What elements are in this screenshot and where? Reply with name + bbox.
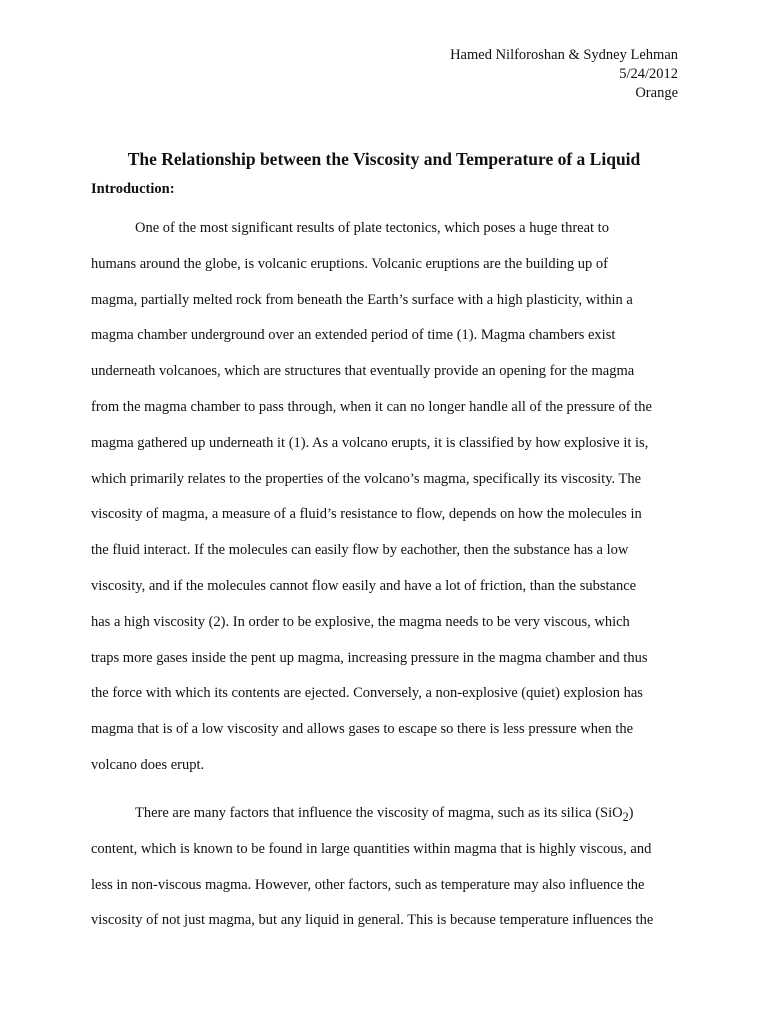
paragraph-line-with-formula [91,796,683,832]
paragraph-line: which primarily relates to the properties of the volcano’s magma, specifically its viscosity. The [91,470,642,487]
group-line: Orange [635,85,678,101]
document-title: The Relationship between the Viscosity and Temperature of a Liquid [127,149,641,169]
paragraph-line: content, which is known to be found in large quantities within magma that is highly viscous, and [91,840,652,857]
line-text: ) [628,805,634,821]
header-block [450,46,678,103]
line-text: There are many factors that influence the viscosity of magma, such as its silica (SiO [135,805,623,821]
paragraph-line: underneath volcanoes, which are structures that eventually provide an opening for the magma [91,363,635,380]
paragraph-line: viscosity of not just magma, but any liquid in general. This is because temperature influences the [91,912,654,929]
silica-subscript: 2 [622,809,629,824]
paragraph-line: One of the most significant results of plate tectonics, which poses a huge threat to [135,220,609,236]
paragraph-2 [91,796,683,939]
section-heading-introduction: Introduction: [91,181,175,197]
paragraph-line: the force with which its contents are ejected. Conversely, a non-explosive (quiet) explosion has [91,685,643,702]
paragraph-line: has a high viscosity (2). In order to be explosive, the magma needs to be very viscous, which [91,613,630,630]
authors-line: Hamed Nilforoshan & Sydney Lehman [450,47,678,63]
paragraph-line: from the magma chamber to pass through, when it can no longer handle all of the pressure of the [91,398,652,415]
paragraph-line: traps more gases inside the pent up magma, increasing pressure in the magma chamber and thus [91,649,648,666]
date-line: 5/24/2012 [619,66,678,82]
paragraph-1 [91,211,683,784]
paragraph-line: the fluid interact. If the molecules can easily flow by eachother, then the substance has a low [91,542,629,559]
paragraph-line: magma chamber underground over an extended period of time (1). Magma chambers exist [91,327,616,344]
paragraph-line: magma gathered up underneath it (1). As a volcano erupts, it is classified by how explosive it is, [91,434,649,451]
paragraph-line: volcano does erupt. [91,756,205,773]
paragraph-line: viscosity of magma, a measure of a fluid’s resistance to flow, depends on how the molecules in [91,506,642,523]
paragraph-line: humans around the globe, is volcanic eruptions. Volcanic eruptions are the building up of [91,255,608,272]
paragraph-line: magma that is of a low viscosity and allows gases to escape so there is less pressure when the [91,721,634,738]
paragraph-line: magma, partially melted rock from beneath the Earth’s surface with a high plasticity, within a [91,291,633,308]
paragraph-line: viscosity, and if the molecules cannot flow easily and have a lot of friction, than the substance [91,577,637,594]
paragraph-line: less in non-viscous magma. However, other factors, such as temperature may also influence the [91,876,645,893]
